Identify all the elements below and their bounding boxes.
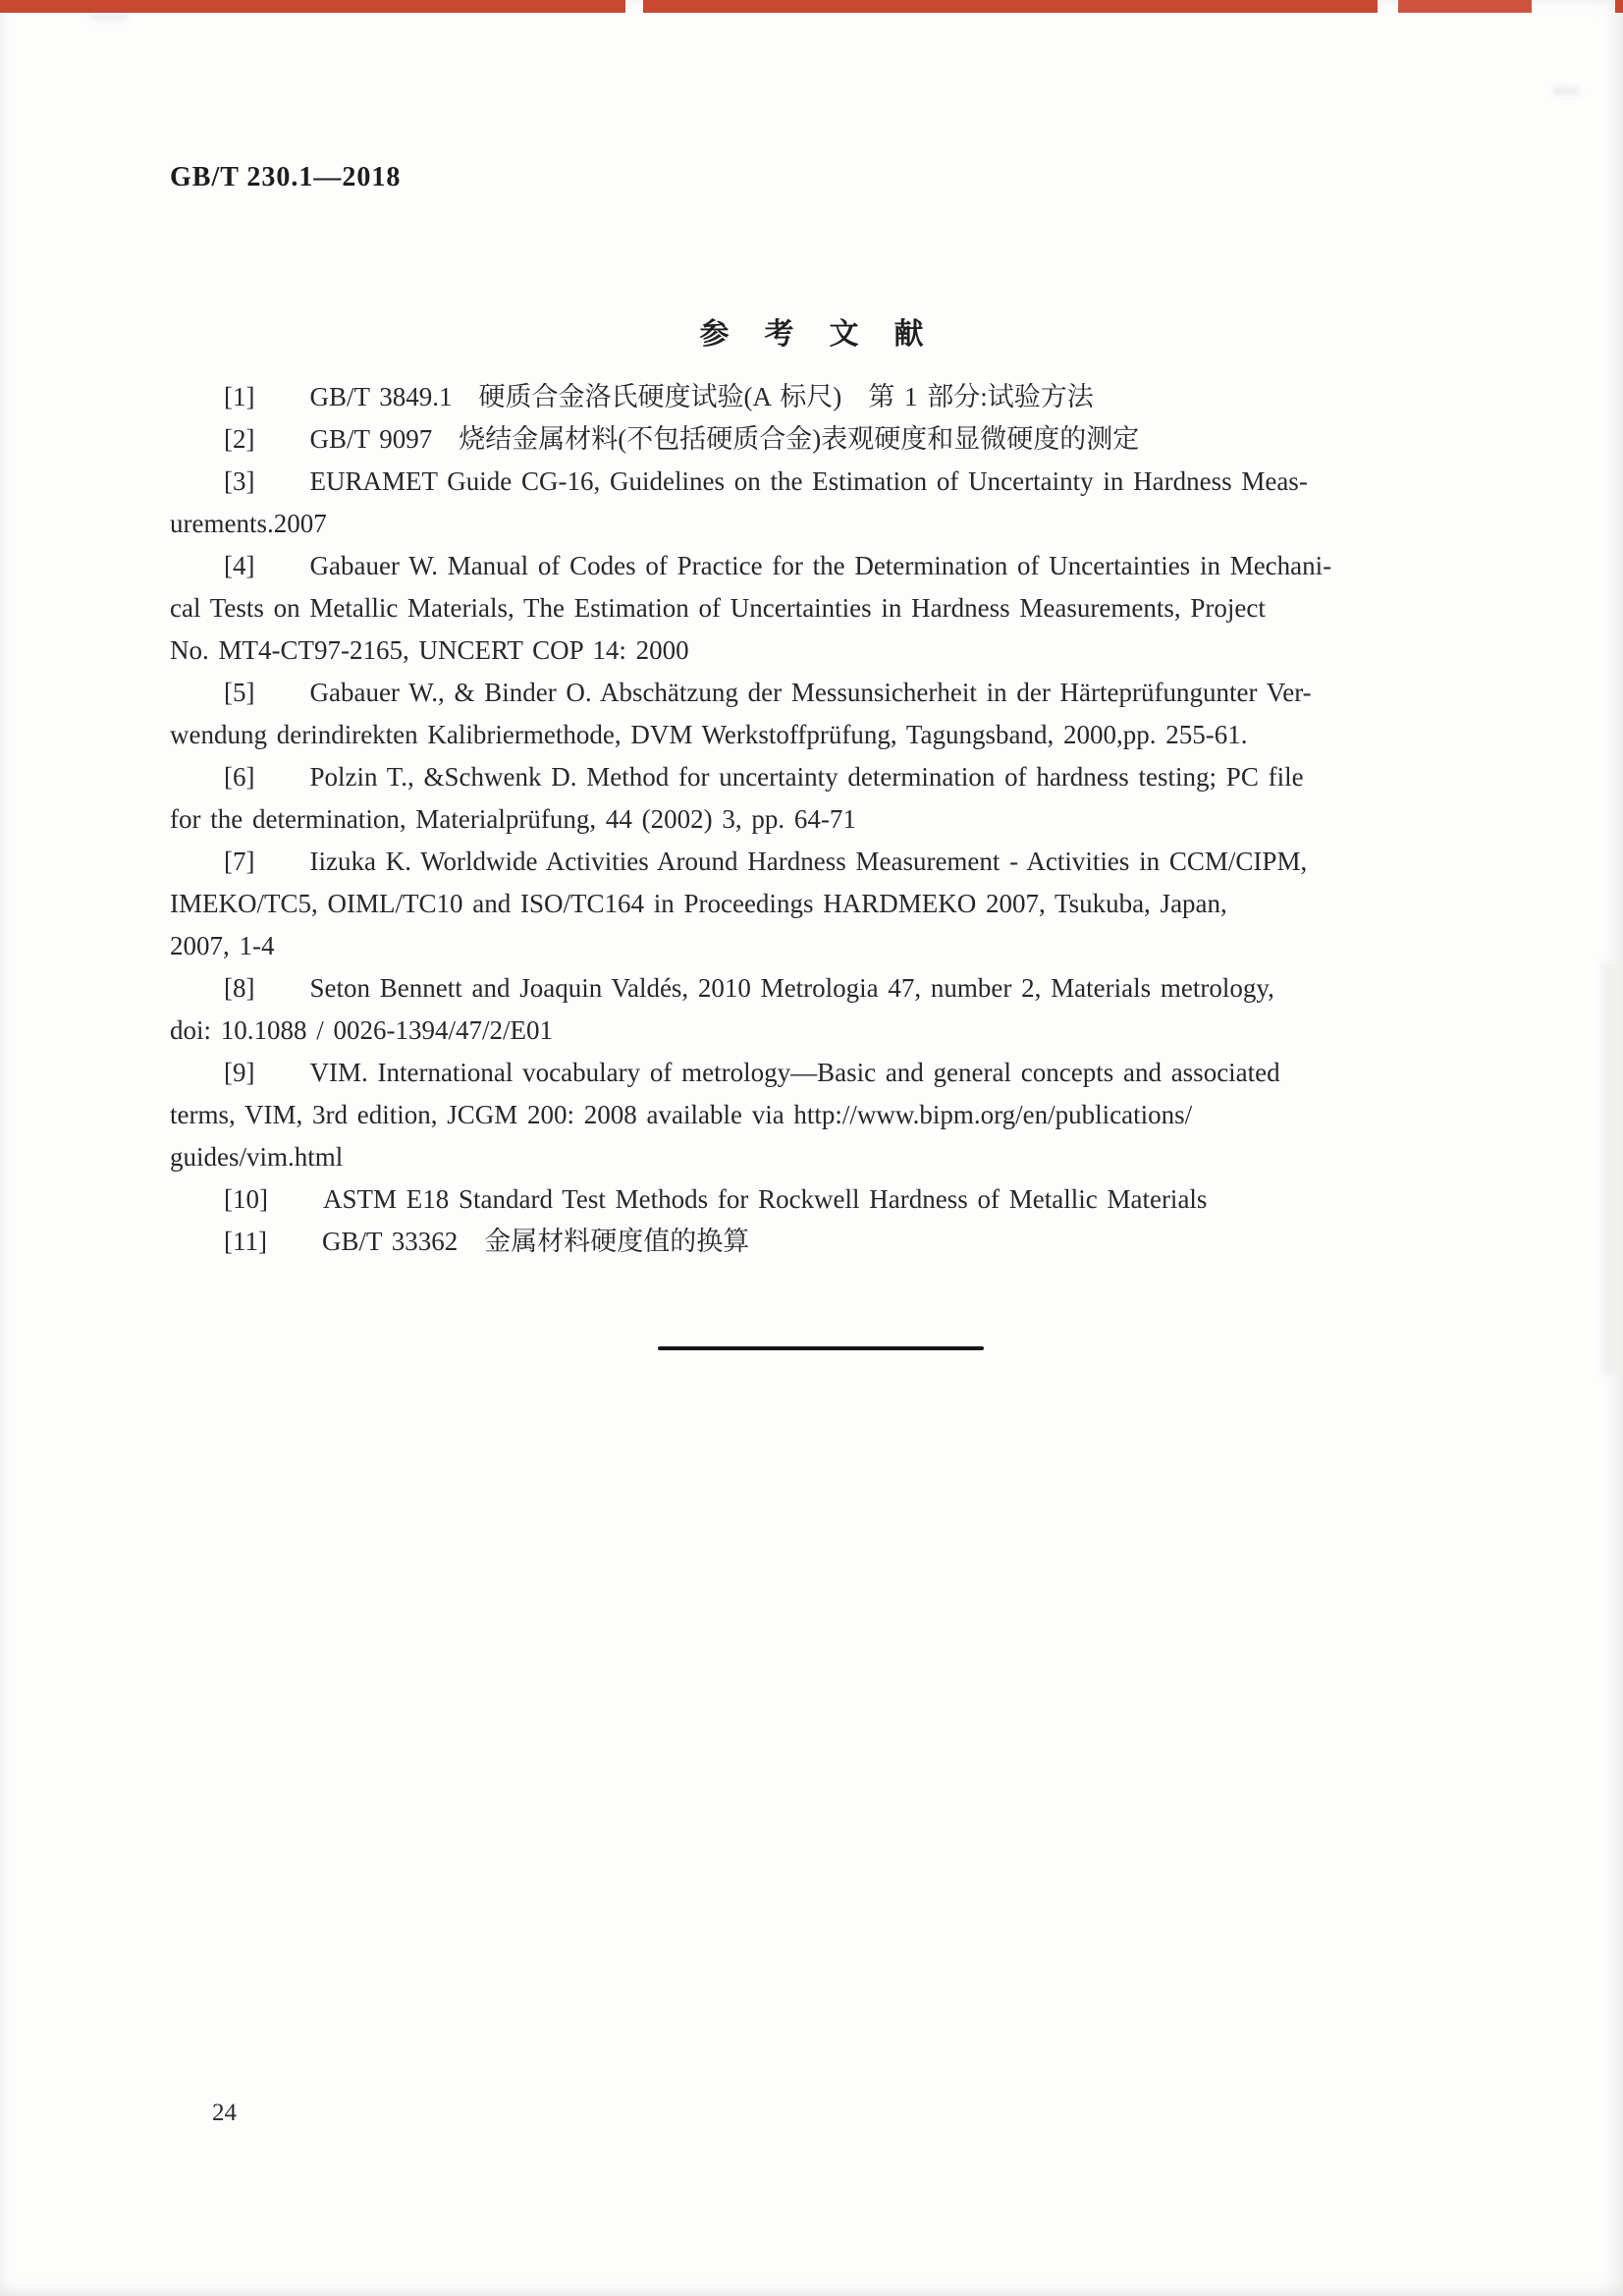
reference-text: terms, VIM, 3rd edition, JCGM 200: 2008 available via http://www.bipm.org/en/publications/ <box>170 1100 1193 1129</box>
reference-text: wendung derindirekten Kalibriermethode, DVM Werkstoffprüfung, Tagungsband, 2000,pp. 255-61. <box>170 720 1248 749</box>
reference-label: [2] <box>224 424 255 454</box>
reference-item-6 <box>170 756 1458 841</box>
reference-text: IMEKO/TC5, OIML/TC10 and ISO/TC164 in Proceedings HARDMEKO 2007, Tsukuba, Japan, <box>170 889 1227 918</box>
reference-list <box>170 376 1458 1263</box>
reference-label: [8] <box>224 973 255 1003</box>
reference-text: GB/T 33362 金属材料硬度值的换算 <box>321 1227 750 1256</box>
reference-item-3 <box>170 461 1458 545</box>
reference-text: for the determination, Materialprüfung, 44 (2002) 3, pp. 64-71 <box>170 804 856 834</box>
reference-item-7 <box>170 841 1458 967</box>
reference-item-10 <box>170 1178 1458 1221</box>
reference-text: urements.2007 <box>170 509 327 538</box>
standard-number-header: GB/T 230.1—2018 <box>170 162 402 192</box>
reference-text: Polzin T., &Schwenk D. Method for uncertainty determination of hardness testing; PC file <box>309 762 1304 792</box>
reference-label: [10] <box>224 1184 268 1214</box>
reference-text: EURAMET Guide CG-16, Guidelines on the Estimation of Uncertainty in Hardness Meas- <box>309 466 1308 496</box>
reference-item-5 <box>170 672 1458 756</box>
scan-smudge <box>1600 962 1614 1375</box>
scan-smudge <box>90 14 128 21</box>
reference-text: ASTM E18 Standard Test Methods for Rockwell Hardness of Metallic Materials <box>322 1184 1208 1214</box>
reference-text: guides/vim.html <box>170 1142 344 1172</box>
references-title: 参考文献 <box>699 318 959 351</box>
page-number: 24 <box>212 2100 237 2126</box>
reference-item-9 <box>170 1052 1458 1178</box>
top-edge-red-strip <box>0 0 625 13</box>
reference-label: [1] <box>224 382 255 411</box>
reference-text: doi: 10.1088 / 0026-1394/47/2/E01 <box>170 1015 553 1045</box>
reference-text: GB/T 3849.1 硬质合金洛氏硬度试验(A 标尺) 第 1 部分:试验方法 <box>309 382 1094 411</box>
scan-smudge <box>1553 86 1579 96</box>
reference-label: [3] <box>224 466 255 496</box>
reference-item-11 <box>170 1221 1458 1263</box>
reference-label: [11] <box>224 1227 267 1256</box>
reference-label: [5] <box>224 678 255 707</box>
reference-item-1 <box>170 376 1458 418</box>
reference-text: Gabauer W., & Binder O. Abschätzung der Messunsicherheit in der Härteprüfungunter Ver- <box>309 678 1312 707</box>
reference-item-4 <box>170 545 1458 672</box>
reference-text: 2007, 1-4 <box>170 931 275 960</box>
reference-label: [4] <box>224 551 255 580</box>
reference-text: Seton Bennett and Joaquin Valdés, 2010 Metrologia 47, number 2, Materials metrology, <box>309 973 1274 1003</box>
reference-text: Iizuka K. Worldwide Activities Around Hardness Measurement - Activities in CCM/CIPM, <box>309 847 1308 876</box>
reference-label: [7] <box>224 847 255 876</box>
reference-text: cal Tests on Metallic Materials, The Estimation of Uncertainties in Hardness Measurements, Project <box>170 593 1266 623</box>
end-of-document-rule <box>658 1346 984 1350</box>
reference-item-8 <box>170 967 1458 1052</box>
top-edge-red-strip <box>1615 0 1623 13</box>
top-edge-red-strip <box>1398 0 1532 13</box>
reference-label: [6] <box>224 762 255 792</box>
reference-text: GB/T 9097 烧结金属材料(不包括硬质合金)表观硬度和显微硬度的测定 <box>309 424 1140 454</box>
reference-label: [9] <box>224 1058 255 1087</box>
reference-text: No. MT4-CT97-2165, UNCERT COP 14: 2000 <box>170 635 689 665</box>
reference-text: VIM. International vocabulary of metrology—Basic and general concepts and associated <box>309 1058 1280 1087</box>
reference-text: Gabauer W. Manual of Codes of Practice for the Determination of Uncertainties in Mechani- <box>309 551 1332 580</box>
reference-item-2 <box>170 418 1458 461</box>
top-edge-red-strip <box>643 0 1378 13</box>
